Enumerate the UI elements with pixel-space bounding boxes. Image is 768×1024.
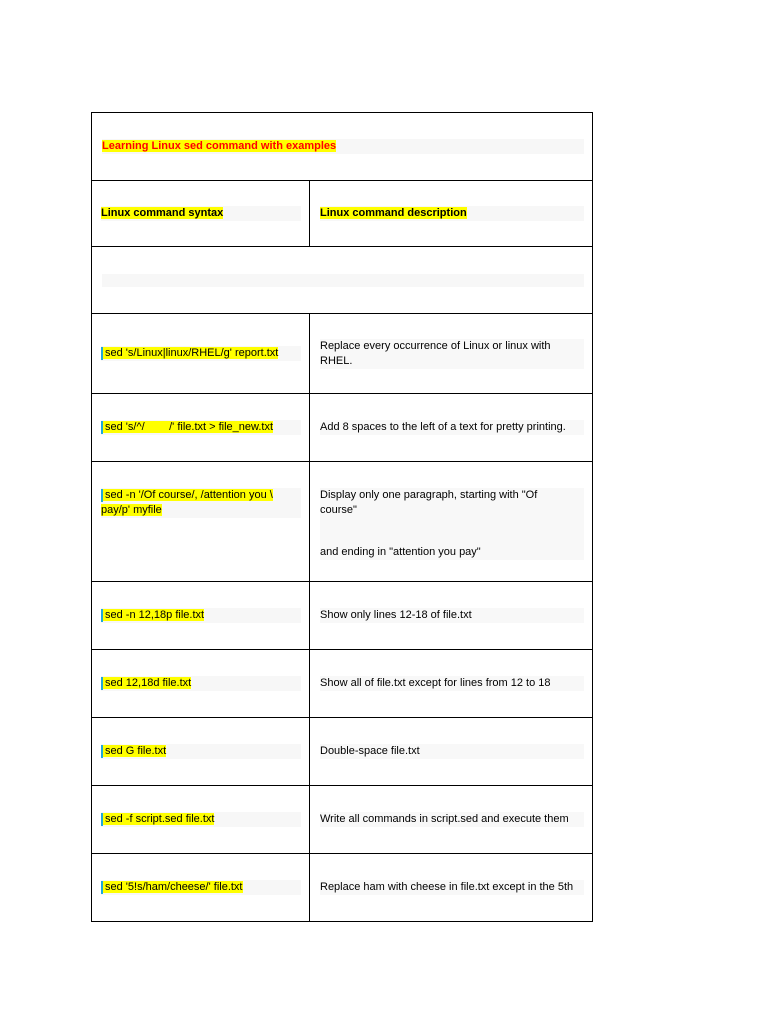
header-description-cell: [310, 181, 592, 246]
description-cell: [310, 582, 592, 649]
table-row: [92, 718, 592, 786]
command-text: sed -f script.sed file.txt: [105, 813, 215, 825]
description-cell: [310, 462, 592, 581]
description-text: Write all commands in script.sed and execute them: [320, 812, 584, 827]
table-title: Learning Linux sed command with examples: [102, 140, 337, 152]
header-description: Linux command description: [320, 207, 467, 219]
description-text: Replace every occurrence of Linux or linux with: [320, 339, 584, 354]
description-text: and ending in "attention you pay": [320, 545, 584, 560]
command-text: sed G file.txt: [105, 745, 167, 757]
table-row: [92, 314, 592, 394]
syntax-cell: [92, 854, 310, 921]
title-row: [92, 113, 592, 181]
description-text: Add 8 spaces to the left of a text for pretty printing.: [320, 420, 584, 435]
description-text: Double-space file.txt: [320, 744, 584, 759]
description-text: Replace ham with cheese in file.txt except in the 5th: [320, 880, 584, 895]
header-syntax-cell: [92, 181, 310, 246]
command-text: sed -n '/Of course/, /attention you \: [105, 489, 273, 501]
empty-row: [92, 247, 592, 314]
description-cell: [310, 854, 592, 921]
table-row: [92, 462, 592, 582]
command-text: sed '5!s/ham/cheese/' file.txt: [105, 881, 243, 893]
command-text: sed 's/Linux|linux/RHEL/g' report.txt: [105, 347, 279, 359]
title-cell: [92, 113, 592, 180]
table-row: [92, 650, 592, 718]
description-text: RHEL.: [320, 354, 584, 369]
syntax-cell: [92, 314, 310, 393]
command-text-continued: pay/p' myfile: [101, 504, 162, 516]
description-text: course": [320, 503, 584, 518]
header-row: [92, 181, 592, 247]
empty-cell: [92, 247, 592, 313]
description-text: Show all of file.txt except for lines from 12 to 18: [320, 676, 584, 691]
syntax-cell: [92, 718, 310, 785]
description-text: Show only lines 12-18 of file.txt: [320, 608, 584, 623]
table-row: [92, 394, 592, 462]
syntax-cell: [92, 650, 310, 717]
description-text: Display only one paragraph, starting with "Of: [320, 488, 584, 503]
header-syntax: Linux command syntax: [101, 207, 224, 219]
table-row: [92, 786, 592, 854]
syntax-cell: [92, 462, 310, 581]
command-text: sed 's/^/ /' file.txt > file_new.txt: [105, 421, 274, 433]
description-cell: [310, 786, 592, 853]
table-row: [92, 582, 592, 650]
description-cell: [310, 718, 592, 785]
description-spacer: [320, 518, 584, 545]
sed-examples-table: [91, 112, 593, 922]
syntax-cell: [92, 786, 310, 853]
syntax-cell: [92, 394, 310, 461]
syntax-cell: [92, 582, 310, 649]
empty-line: [102, 274, 584, 287]
command-text: sed 12,18d file.txt: [105, 677, 192, 689]
command-text: sed -n 12,18p file.txt: [105, 609, 205, 621]
table-row: [92, 854, 592, 922]
description-cell: [310, 314, 592, 393]
description-cell: [310, 394, 592, 461]
description-cell: [310, 650, 592, 717]
